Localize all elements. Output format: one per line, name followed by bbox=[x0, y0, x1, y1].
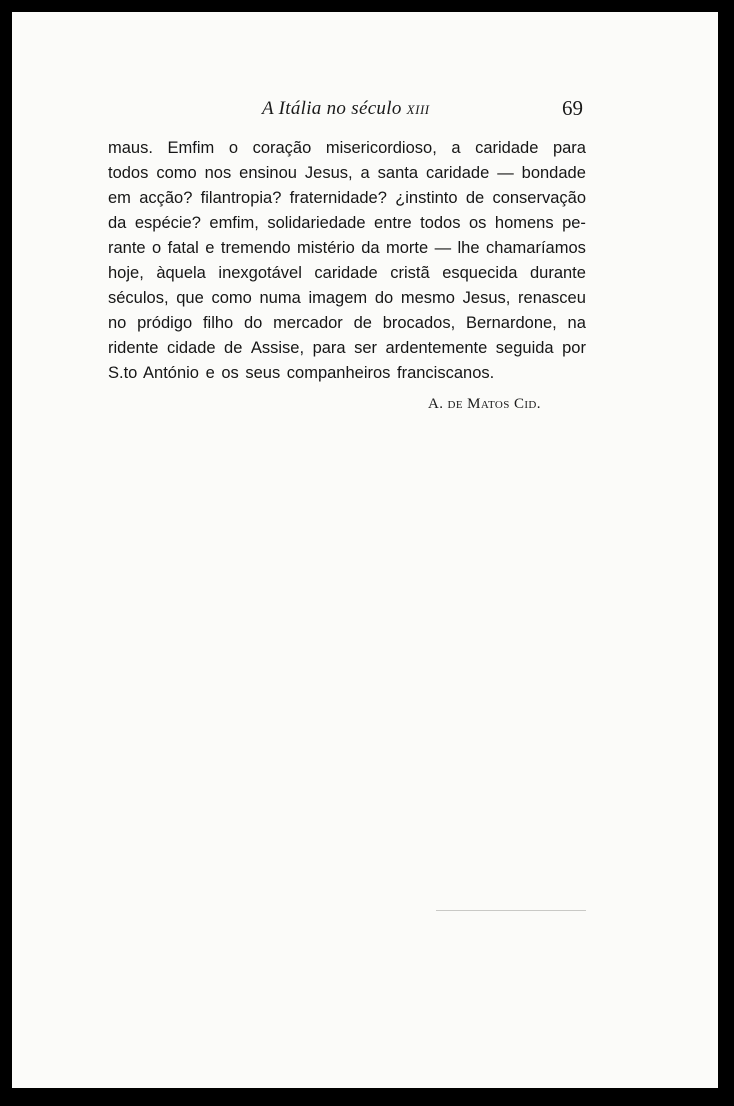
word: seguida bbox=[495, 339, 554, 357]
word: Jesus, bbox=[304, 164, 353, 182]
word: espécie? bbox=[134, 214, 201, 232]
text-line bbox=[108, 186, 586, 211]
running-title-century: XIII bbox=[406, 102, 430, 117]
word: Emfim bbox=[167, 139, 215, 157]
word: bondade bbox=[521, 164, 586, 182]
word: caridade bbox=[314, 264, 378, 282]
word: como bbox=[211, 289, 252, 307]
word: da bbox=[108, 214, 127, 232]
word: pe- bbox=[562, 214, 586, 232]
word: cidade bbox=[166, 339, 216, 357]
word: àquela bbox=[156, 264, 206, 282]
word: mistério bbox=[297, 239, 355, 257]
word: acção? bbox=[139, 189, 193, 207]
word: conservação bbox=[492, 189, 586, 207]
word: imagem bbox=[308, 289, 368, 307]
word: durante bbox=[529, 264, 586, 282]
word: de bbox=[224, 339, 243, 357]
word: Bernardone, bbox=[465, 314, 557, 332]
word: homens bbox=[494, 214, 554, 232]
word: fatal bbox=[167, 239, 199, 257]
text-line bbox=[108, 236, 586, 261]
word: morte bbox=[385, 239, 429, 257]
word: coração bbox=[252, 139, 312, 157]
running-title bbox=[262, 98, 430, 120]
body-paragraph bbox=[108, 136, 586, 386]
word: para bbox=[312, 339, 346, 357]
text-line bbox=[108, 136, 586, 161]
word: hoje, bbox=[108, 264, 144, 282]
word: e bbox=[205, 239, 215, 257]
word: esquecida bbox=[442, 264, 518, 282]
word: mercador bbox=[273, 314, 343, 332]
word: renasceu bbox=[518, 289, 586, 307]
word: ridente bbox=[108, 339, 159, 357]
word: no bbox=[108, 314, 127, 332]
word: para bbox=[552, 139, 586, 157]
word: nos bbox=[204, 164, 232, 182]
page-number: 69 bbox=[562, 96, 583, 120]
word: na bbox=[567, 314, 586, 332]
word: fraternidade? bbox=[289, 189, 387, 207]
word: lhe bbox=[457, 239, 480, 257]
author-signature: A. de Matos Cid. bbox=[428, 396, 541, 412]
show-through-rule bbox=[436, 910, 586, 911]
word: ¿instinto bbox=[395, 189, 458, 207]
text-line bbox=[108, 286, 586, 311]
text-line bbox=[108, 261, 586, 286]
text-line-last: S.to António e os seus companheiros franciscanos. bbox=[108, 364, 495, 382]
word: os bbox=[468, 214, 487, 232]
word: chamaríamos bbox=[485, 239, 586, 257]
word: mesmo bbox=[400, 289, 455, 307]
word: todos bbox=[108, 164, 149, 182]
word: filho bbox=[202, 314, 234, 332]
word: ardentemente bbox=[385, 339, 488, 357]
word: maus. bbox=[108, 139, 153, 157]
book-page bbox=[12, 12, 718, 1088]
word: emfim, bbox=[209, 214, 259, 232]
word: inexgotável bbox=[218, 264, 302, 282]
word: Jesus, bbox=[462, 289, 511, 307]
text-line bbox=[108, 336, 586, 361]
word: a bbox=[360, 164, 370, 182]
word: ensinou bbox=[239, 164, 297, 182]
word: de bbox=[353, 314, 372, 332]
word: — bbox=[434, 239, 452, 257]
word: em bbox=[108, 189, 131, 207]
word: misericordioso, bbox=[325, 139, 437, 157]
word: do bbox=[374, 289, 394, 307]
word: de bbox=[465, 189, 485, 207]
word: filantropia? bbox=[200, 189, 282, 207]
word: — bbox=[497, 164, 514, 182]
word: cristã bbox=[390, 264, 430, 282]
word: numa bbox=[259, 289, 301, 307]
word: pródigo bbox=[137, 314, 193, 332]
word: séculos, bbox=[108, 289, 169, 307]
word: como bbox=[156, 164, 197, 182]
text-line bbox=[108, 211, 586, 236]
word: rante bbox=[108, 239, 146, 257]
word: caridade bbox=[425, 164, 490, 182]
word: Assise, bbox=[250, 339, 305, 357]
running-title-main: A Itália no século bbox=[262, 98, 407, 119]
word: santa bbox=[377, 164, 419, 182]
word: solidariedade bbox=[267, 214, 366, 232]
text-line bbox=[108, 161, 586, 186]
word: caridade bbox=[475, 139, 539, 157]
word: tremendo bbox=[220, 239, 291, 257]
word: entre bbox=[374, 214, 412, 232]
word: brocados, bbox=[382, 314, 456, 332]
word: por bbox=[562, 339, 586, 357]
word: ser bbox=[354, 339, 377, 357]
word: a bbox=[451, 139, 461, 157]
word: que bbox=[176, 289, 204, 307]
word: todos bbox=[420, 214, 461, 232]
word: do bbox=[243, 314, 263, 332]
text-line bbox=[108, 311, 586, 336]
word: o bbox=[152, 239, 162, 257]
word: da bbox=[361, 239, 380, 257]
word: o bbox=[228, 139, 238, 157]
